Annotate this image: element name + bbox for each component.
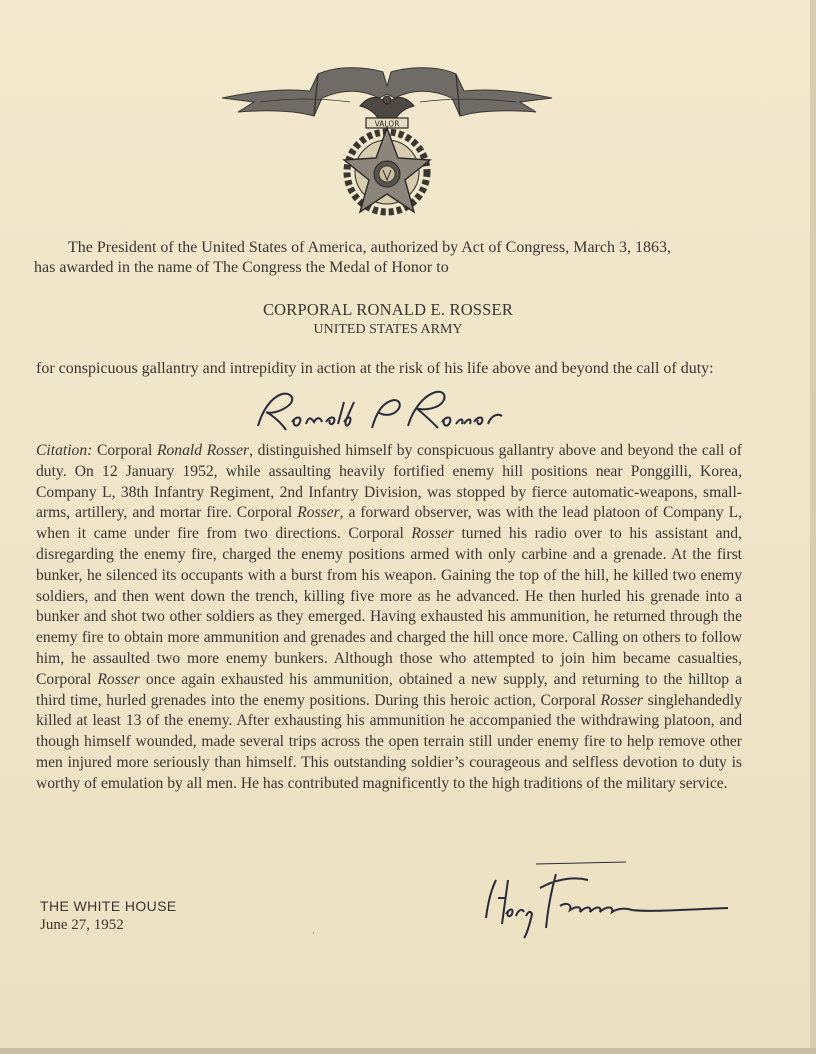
ink-speck: · [312,929,315,938]
citation-name: Rosser [97,670,140,688]
page-edge [0,1048,816,1054]
recipient-block [0,300,776,338]
president-signature-icon [476,858,738,942]
citation-segment: turned his radio over to his assistant and, disregarding the enemy fire, charged the enemy positions armed with only carbine and a grenade. At the first bunker, he silenced its occupants with a burst from his weapon. Gaining the top of the hill, he killed two enemy soldiers, and then went down the trench, killing five more as he advanced. He then hurled his grenade into a bunker and shot two other soldiers as they emerged. Having exhausted his ammunition, he returned through the enemy fire to obtain more ammunition and grenades and charged the hill once more. Calling on others to follow him, he assaulted two more enemy bunkers. Although those who attempted to join him became casualties, Corporal [36,525,742,688]
citation-label: Citation: [36,442,93,459]
award-statement-line-2: has awarded in the name of The Congress the Medal of Honor to [34,259,449,276]
recipient-name: CORPORAL RONALD E. ROSSER [262,300,514,319]
citation-name: Ronald Rosser [156,442,250,459]
citation-segment: singlehandedly killed at least 13 of the enemy. After exhausting his ammunition he accompanied the withdrawing platoon, and though himself wounded, made several trips across the open terrain still under enemy fire to help remove other men injured more seriously than himself. This outstanding soldier’s courageous and selfless devotion to duty is worthy of emulation by all men. He has contributed magnificently to the high traditions of the military service. [36,691,742,792]
recipient-branch: UNITED STATES ARMY [313,322,463,337]
award-statement-line-1: The President of the United States of America, authorized by Act of Congress, March 3, 1863, [68,239,671,256]
citation-segment: once again exhausted his ammunition, obtained a new supply, and returning to the hilltop a third time, hurled grenades into the enemy positions. During this heroic action, Corporal [36,670,742,709]
citation-text [36,441,742,795]
medal-of-honor-emblem-icon [220,58,554,228]
citation-name: Rosser [297,504,340,522]
citation-segment: , a forward observer, was with the lead platoon of Company L, when it came under fire from two directions. Corporal [36,504,743,543]
citation-name: Rosser [411,525,454,543]
gallantry-statement: for conspicuous gallantry and intrepidity in action at the risk of his life above and beyond the call of duty: [36,360,714,377]
citation-name: Rosser [600,691,643,709]
citation-segment: Corporal [92,442,157,459]
citation-segment: , distinguished himself by conspicuous gallantry above and beyond the call of duty. On 12 January 1952, while assaulting heavily fortified enemy hill positions near Ponggilli, Korea, Company L, 38th Infantry Regiment, 2nd Infantry Division, was stopped by fierce automatic-weapons, small-arms, artillery, and mortar fire. Corporal [36,442,742,522]
valor-label: VALOR [374,119,400,129]
award-statement [34,238,780,278]
recipient-signature-icon [252,382,552,438]
page-edge [810,0,816,1054]
issue-date: June 27, 1952 [40,917,124,933]
issuing-place: THE WHITE HOUSE [40,898,177,914]
